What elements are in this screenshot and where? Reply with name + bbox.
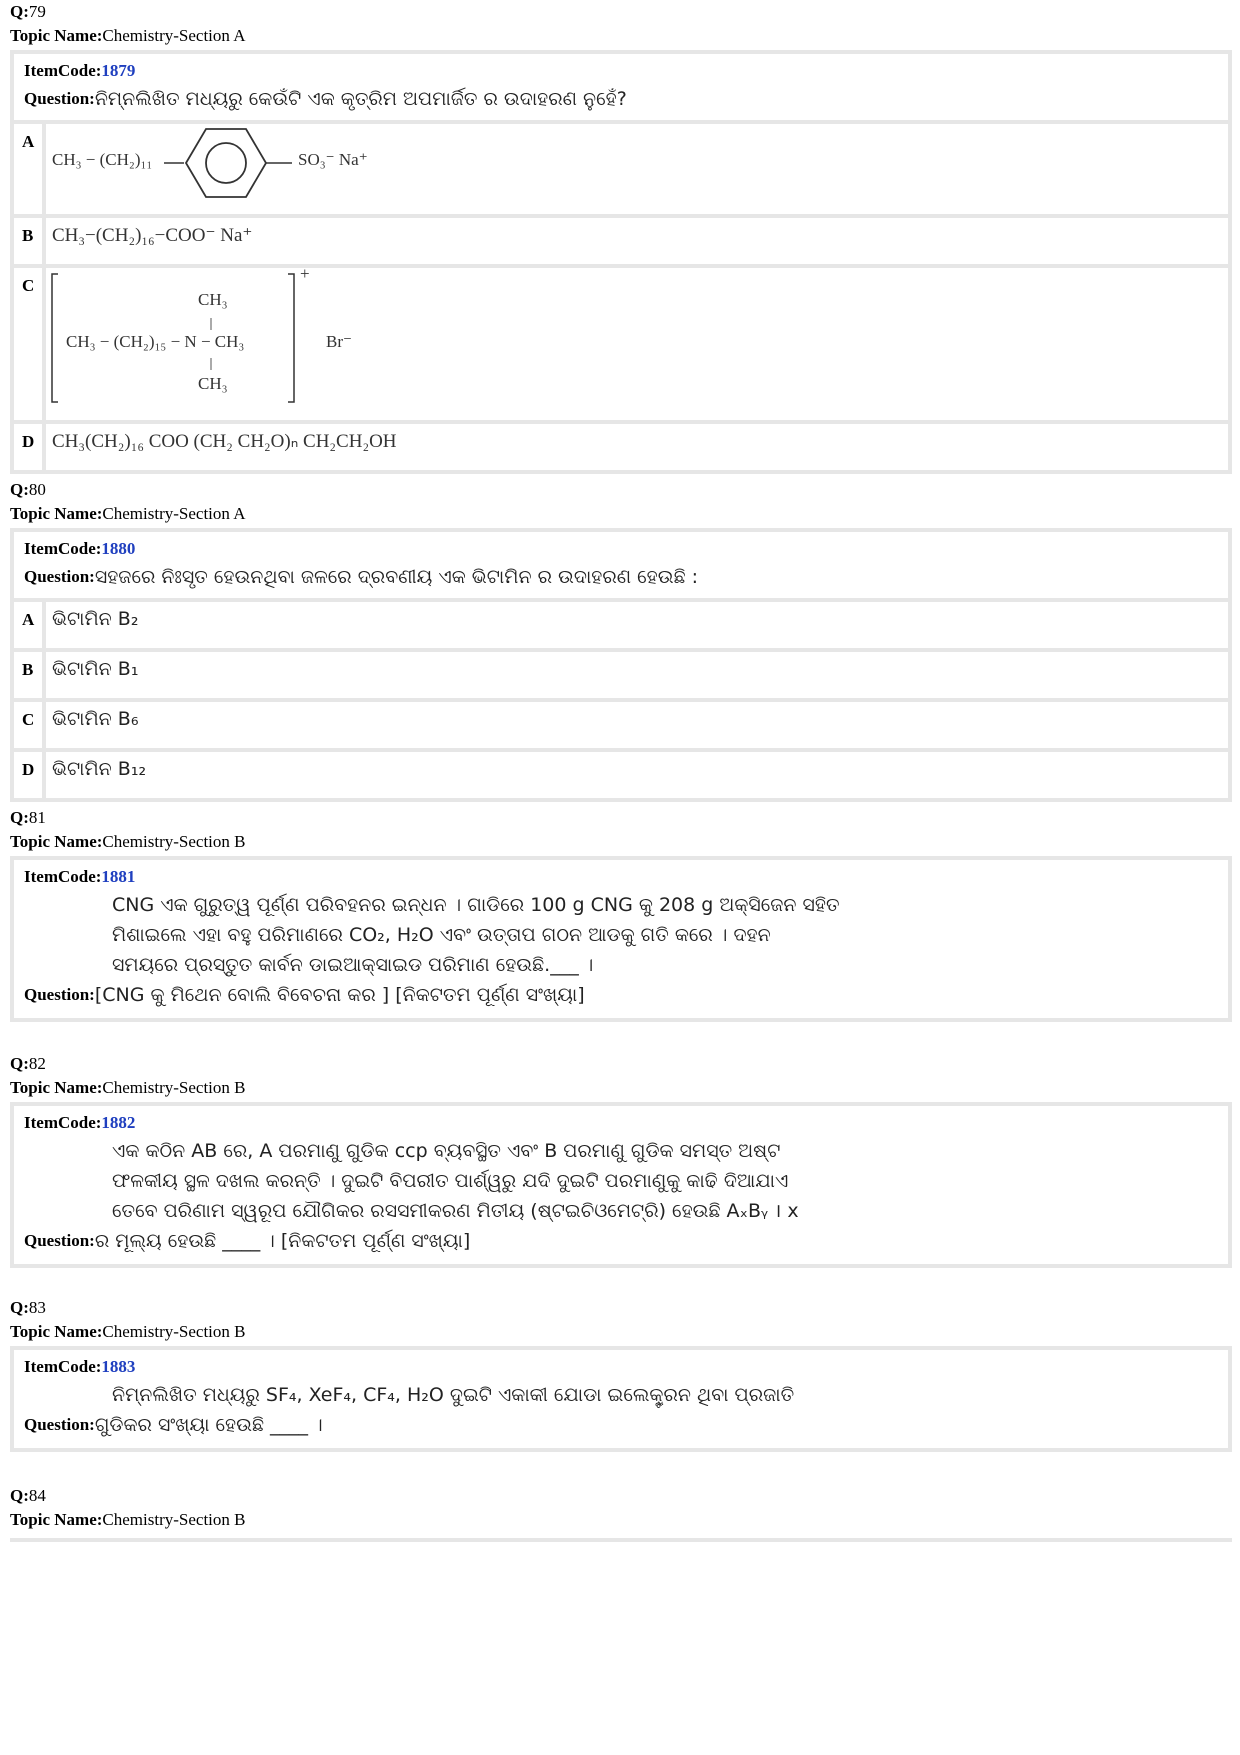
option-b[interactable]: B CH₃−(CH₂)₁₆−COO⁻ Na⁺: [14, 214, 1228, 264]
topic-name: Topic Name:Chemistry-Section A: [10, 504, 246, 523]
option-a[interactable]: A CH₃ − (CH₂)₁₁ SO₃⁻ Na⁺: [14, 120, 1228, 214]
question-row: Question: ଗୁଡିକର ସଂଖ୍ୟା ହେଉଛି ____ ।: [24, 1414, 323, 1436]
option-c-bottom-methyl: CH₃: [198, 374, 228, 393]
item-code: ItemCode:1881: [24, 867, 136, 886]
option-c-charge: +: [300, 264, 310, 283]
option-c-chain: CH₃ − (CH₂)₁₅ − N − CH₃: [66, 332, 245, 351]
question-row: Question: ର ମୂଲ୍ୟ ହେଉଛି ____ । [ନିକଟତମ ପୂର୍ଣ୍ଣ ସଂଖ୍ୟା]: [24, 1230, 471, 1252]
divider: [10, 1538, 1232, 1542]
question-card: [10, 528, 1232, 802]
question-card: [10, 856, 1232, 1022]
question-row: Question: ସହଜରେ ନିଃସୃତ ହେଉନଥିବା ଜଳରେ ଦ୍ରବଣୀୟ ଏକ ଭିଟାମିନ ର ଉଦାହରଣ ହେଉଛି :: [24, 562, 1218, 592]
question-number: Q:79: [10, 2, 46, 21]
question-83: [10, 1296, 1232, 1452]
question-card: [10, 1102, 1232, 1268]
item-code: ItemCode:1883: [24, 1357, 136, 1376]
option-c[interactable]: C CH₃ CH₃ − (CH₂)₁₅ − N − CH₃ CH₃ + Br⁻: [14, 264, 1228, 420]
benzene-ring-icon: [164, 125, 294, 201]
option-c-top-methyl: CH₃: [198, 290, 228, 309]
item-code: ItemCode:1879: [24, 61, 136, 80]
option-a-chain: CH₃ − (CH₂)₁₁: [52, 150, 153, 169]
question-80: [10, 478, 1232, 802]
topic-name: Topic Name:Chemistry-Section A: [10, 26, 246, 45]
question-number: Q:83: [10, 1298, 46, 1317]
question-card: [10, 50, 1232, 474]
question-text: ନିମ୍ନଲିଖିତ ମଧ୍ୟରୁ SF₄, XeF₄, CF₄, H₂O ଦୁଇଟି ଏକାକୀ ଯୋଡା ଇଲେକ୍ଟ୍ରନ ଥିବା ପ୍ରଜାତି: [112, 1384, 795, 1406]
question-text: ସହଜରେ ନିଃସୃତ ହେଉନଥିବା ଜଳରେ ଦ୍ରବଣୀୟ ଏକ ଭିଟାମିନ ର ଉଦାହରଣ ହେଉଛି :: [94, 566, 699, 588]
question-row: Question: [CNG କୁ ମିଥେନ ବୋଲି ବିବେଚନା କର ] [ନିକଟତମ ପୂର୍ଣ୍ଣ ସଂଖ୍ୟା]: [24, 984, 585, 1006]
option-d[interactable]: D ଭିଟାମିନ B₁₂: [14, 748, 1228, 798]
topic-name: Topic Name:Chemistry-Section B: [10, 1510, 246, 1529]
question-text: ନିମ୍ନଲିଖିତ ମଧ୍ୟରୁ କେଉଁଟି ଏକ କୃତ୍ରିମ ଅପମାର୍ଜିତ ର ଉଦାହରଣ ନୁହେଁ?: [94, 88, 627, 110]
question-84: [10, 1484, 1232, 1542]
option-d[interactable]: D CH₃(CH₂)₁₆ COO (CH₂ CH₂O)ₙ CH₂CH₂OH: [14, 420, 1228, 470]
question-82: [10, 1052, 1232, 1268]
question-number: Q:84: [10, 1486, 46, 1505]
option-c[interactable]: C ଭିଟାମିନ B₆: [14, 698, 1228, 748]
question-text: ଏକ କଠିନ AB ରେ, A ପରମାଣୁ ଗୁଡିକ ccp ବ୍ୟବସ୍ଥିତ ଏବଂ B ପରମାଣୁ ଗୁଡିକ ସମସ୍ତ ଅଷ୍ଟ ଫଳକୀୟ ସ୍ଥଳ ଦଖଲ କରନ୍ତି । ଦୁଇଟି ବିପରୀତ ପାର୍ଶ୍ୱରୁ ଯଦି ଦୁଇଟି ପରମାଣୁକୁ କାଢି ଦିଆଯାଏ ତେବେ ପରିଣାମ ସ୍ୱରୂପ ଯୌଗିକର ରସସମୀକରଣ ମିତୀୟ (ଷ୍ଟଇଚିଓମେଟ୍ରି) ହେଉଛି AₓBᵧ । x: [112, 1140, 799, 1222]
question-number: Q:82: [10, 1054, 46, 1073]
question-79: [10, 0, 1232, 474]
option-b[interactable]: B ଭିଟାମିନ B₁: [14, 648, 1228, 698]
question-card: [10, 1346, 1232, 1452]
question-number: Q:81: [10, 808, 46, 827]
topic-name: Topic Name:Chemistry-Section B: [10, 832, 246, 851]
option-c-anion: Br⁻: [326, 332, 352, 351]
option-a[interactable]: A ଭିଟାମିନ B₂: [14, 598, 1228, 648]
topic-name: Topic Name:Chemistry-Section B: [10, 1078, 246, 1097]
question-81: [10, 806, 1232, 1022]
item-code: ItemCode:1880: [24, 539, 136, 558]
option-b-formula: CH₃−(CH₂)₁₆−COO⁻ Na⁺: [52, 225, 253, 246]
item-code: ItemCode:1882: [24, 1113, 136, 1132]
question-text: CNG ଏକ ଗୁରୁତ୍ୱ ପୂର୍ଣ୍ଣ ପରିବହନର ଇନ୍ଧନ । ଗାଡିରେ 100 g CNG କୁ 208 g ଅକ୍ସିଜେନ ସହିତ ମିଶାଇଲେ ଏହା ବହୁ ପରିମାଣରେ CO₂, H₂O ଏବଂ ଉତ୍ତାପ ଗଠନ ଆଡକୁ ଗତି କରେ । ଦହନ ସମୟରେ ପ୍ରସ୍ତୁତ କାର୍ବନ ଡାଇଆକ୍ସାଇଡ ପରିମାଣ ହେଉଛି.___ ।: [112, 894, 840, 976]
question-number: Q:80: [10, 480, 46, 499]
question-row: Question: ନିମ୍ନଲିଖିତ ମଧ୍ୟରୁ କେଉଁଟି ଏକ କୃତ୍ରିମ ଅପମାର୍ଜିତ ର ଉଦାହରଣ ନୁହେଁ?: [24, 84, 1218, 114]
option-a-sulfonate: SO₃⁻ Na⁺: [298, 150, 368, 169]
topic-name: Topic Name:Chemistry-Section B: [10, 1322, 246, 1341]
option-d-formula: CH₃(CH₂)₁₆ COO (CH₂ CH₂O)ₙ CH₂CH₂OH: [52, 431, 397, 452]
